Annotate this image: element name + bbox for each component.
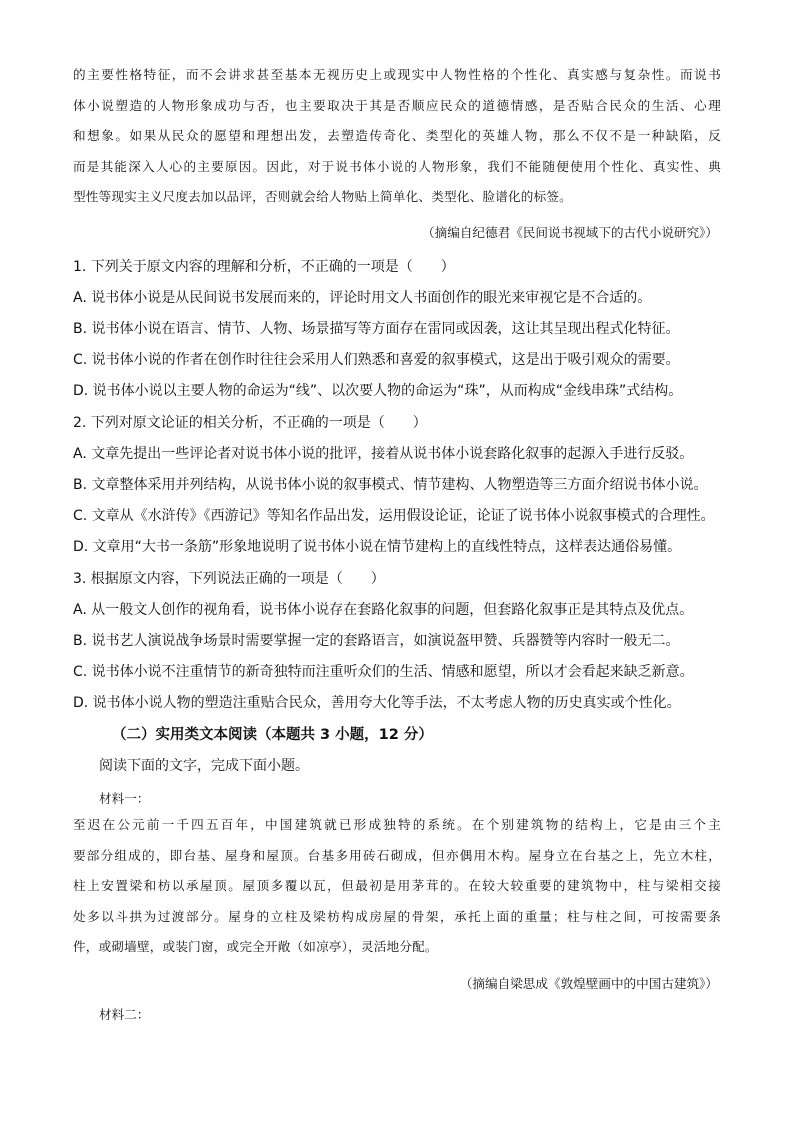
question-1-option-c: C. 说书体小说的作者在创作时往往会采用人们熟悉和喜爱的叙事模式，这是出于吸引观众的需要。 <box>73 352 680 368</box>
material-2-label: 材料二： <box>99 1007 150 1022</box>
question-1-option-a: A. 说书体小说是从民间说书发展而来的，评论时用文人书面创作的眼光来审视它是不合适的。 <box>73 290 652 306</box>
passage-text <box>73 60 721 213</box>
question-3-option-d: D. 说书体小说人物的塑造注重贴合民众，善用夸大化等手法，不太考虑人物的历史真实或个性化。 <box>73 695 681 711</box>
question-2-option-c: C. 文章从《水浒传》《西游记》等知名作品出发，运用假设论证，论证了说书体小说叙事模式的合理性。 <box>73 508 715 524</box>
material-1-text <box>73 810 721 963</box>
question-3-stem: 3. 根据原文内容，下列说法正确的一项是（ ） <box>73 571 385 587</box>
material-line: 要部分组成的，即台基、屋身和屋顶。台基多用砖石砌成，但亦偶用木构。屋身立在台基之上，先立木柱， <box>73 847 721 863</box>
material-1-label: 材料一： <box>99 791 150 806</box>
passage-line: 体小说塑造的人物形象成功与否，也主要取决于其是否顺应民众的道德情感，是否贴合民众的生活、心理 <box>73 97 721 113</box>
question-1-option-d: D. 说书体小说以主要人物的命运为“线”、以次要人物的命运为“珠”，从而构成“金线串珠”式结构。 <box>73 383 683 399</box>
question-2-option-d: D. 文章用“大书一条筋”形象地说明了说书体小说在情节建构上的直线性特点，这样表达通俗易懂。 <box>73 539 682 555</box>
passage-line: 型性等现实主义尺度去加以品评，否则就会给人物贴上简单化、类型化、脸谱化的标签。 <box>73 189 572 204</box>
question-3-option-c: C. 说书体小说不注重情节的新奇独特而注重听众们的生活、情感和愿望，所以才会看起来缺乏新意。 <box>73 664 694 680</box>
passage-line: 的主要性格特征，而不会讲求甚至基本无视历史上或现实中人物性格的个性化、真实感与复杂性。而说书 <box>73 67 721 82</box>
material-1-source: （摘编自梁思成《敦煌壁画中的中国古建筑》） <box>459 976 718 991</box>
section-instruction: 阅读下面的文字，完成下面小题。 <box>99 758 309 774</box>
question-2-option-a: A. 文章先提出一些评论者对说书体小说的批评，接着从说书体小说套路化叙事的起源入手进行反驳。 <box>73 446 694 462</box>
passage-source: （摘编自纪德君《民间说书视域下的古代小说研究》） <box>422 225 718 240</box>
section-title: （二）实用类文本阅读（本题共 3 小题，12 分） <box>112 727 433 743</box>
passage-line: 而是其能深入人心的主要原因。因此，对于说书体小说的人物形象，我们不能随便使用个性化、真实性、典 <box>73 158 721 174</box>
question-3-option-b: B. 说书艺人演说战争场景时需要掌握一定的套路语言，如演说盔甲赞、兵器赞等内容时一般无二。 <box>73 633 680 649</box>
material-line: 处多以斗拱为过渡部分。屋身的立柱及梁枋构成房屋的骨架，承托上面的重量；柱与柱之间，可按需要条 <box>73 908 721 924</box>
material-line: 件，或砌墙壁，或装门窗，或完全开敞（如凉亭），灵活地分配。 <box>73 939 438 954</box>
material-line: 至迟在公元前一千四五百年，中国建筑就已形成独特的系统。在个别建筑物的结构上，它是由三个主 <box>73 817 721 832</box>
material-line: 柱上安置梁和枋以承屋顶。屋顶多覆以瓦，但最初是用茅茸的。在较大较重要的建筑物中，柱与梁相交接 <box>73 878 721 893</box>
passage-line: 和想象。如果从民众的愿望和理想出发，去塑造传奇化、类型化的英雄人物，那么不仅不是一种缺陷，反 <box>73 128 721 143</box>
question-2-option-b: B. 文章整体采用并列结构，从说书体小说的叙事模式、情节建构、人物塑造等三方面介绍说书体小说。 <box>73 477 708 493</box>
question-1-option-b: B. 说书体小说在语言、情节、人物、场景描写等方面存在雷同或因袭，这让其呈现出程式化特征。 <box>73 321 680 337</box>
question-3-option-a: A. 从一般文人创作的视角看，说书体小说存在套路化叙事的问题，但套路化叙事正是其特点及优点。 <box>73 602 694 618</box>
question-1-stem: 1. 下列关于原文内容的理解和分析，不正确的一项是（ ） <box>73 259 455 275</box>
question-2-stem: 2. 下列对原文论证的相关分析，不正确的一项是（ ） <box>73 415 427 431</box>
